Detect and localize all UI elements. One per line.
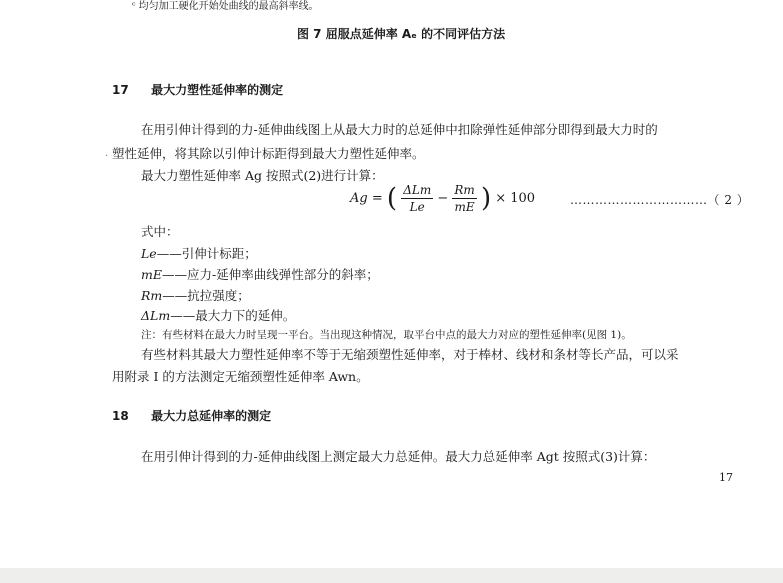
fraction-2-numerator: Rm <box>454 183 475 197</box>
s18-paragraph-1: 在用引伸计得到的力-延伸曲线图上测定最大力总延伸。最大力总延伸率 Agt 按照式(3)计算： <box>141 449 656 464</box>
equation-number-2: ……………………………（ 2 ） <box>570 193 750 207</box>
page-bottom-margin <box>0 568 783 583</box>
fraction-2 <box>452 183 476 214</box>
section-18-heading <box>112 410 271 422</box>
where-label: 式中： <box>141 224 179 239</box>
figure-caption: 图 7 屈服点延伸率 Aₑ 的不同评估方法 <box>297 27 506 41</box>
fraction-1-numerator: ΔLm <box>403 183 432 197</box>
section-18-title: 最大力总延伸率的测定 <box>151 409 272 423</box>
definition-tensile-strength: Rm——抗拉强度； <box>141 288 250 303</box>
s17-paragraph-3-line-2: 用附录 I 的方法测定无缩颈塑性延伸率 Awn。 <box>112 369 369 384</box>
definition-gauge-length: Le——引伸计标距； <box>141 246 257 261</box>
s17-paragraph-3-line-1: 有些材料其最大力塑性延伸率不等于无缩颈塑性延伸率，对于棒材、线材和条材等长产品，可以采 <box>141 347 679 362</box>
margin-mark: · <box>105 151 109 162</box>
s17-paragraph-1-line-1: 在用引伸计得到的力-延伸曲线图上从最大力时的总延伸中扣除弹性延伸部分即得到最大力时的 <box>141 122 658 137</box>
formula-lhs: Ag <box>350 191 368 206</box>
formula-tail: × 100 <box>495 191 536 206</box>
fraction-2-denominator: mE <box>454 200 475 214</box>
definition-max-force-extension: ΔLm——最大力下的延伸。 <box>141 308 296 323</box>
fraction-1 <box>401 183 433 214</box>
s17-paragraph-1-line-2: 塑性延伸，将其除以引伸计标距得到最大力塑性延伸率。 <box>112 146 425 161</box>
s17-paragraph-2: 最大力塑性延伸率 Ag 按照式(2)进行计算： <box>141 168 384 183</box>
footnote-c: ᶜ 均匀加工硬化开始处曲线的最高斜率线。 <box>132 1 319 12</box>
section-18-number: 18 <box>112 409 129 423</box>
section-17-title: 最大力塑性延伸率的测定 <box>151 83 284 97</box>
section-17-number: 17 <box>112 83 129 97</box>
definition-elastic-slope: mE——应力-延伸率曲线弹性部分的斜率； <box>141 267 379 282</box>
page-number: 17 <box>719 471 733 484</box>
fraction-1-denominator: Le <box>409 200 425 214</box>
formula-2: Ag = ( $\frac{\text{ΔLm}}{Le}$ − $\frac{Rm}{mE}$ ) × 100 <box>350 183 536 214</box>
s17-note: 注：有些材料在最大力时呈现一平台。当出现这种情况，取平台中点的最大力对应的塑性延伸率(见图 1)。 <box>141 329 632 341</box>
section-17-heading <box>112 84 283 96</box>
